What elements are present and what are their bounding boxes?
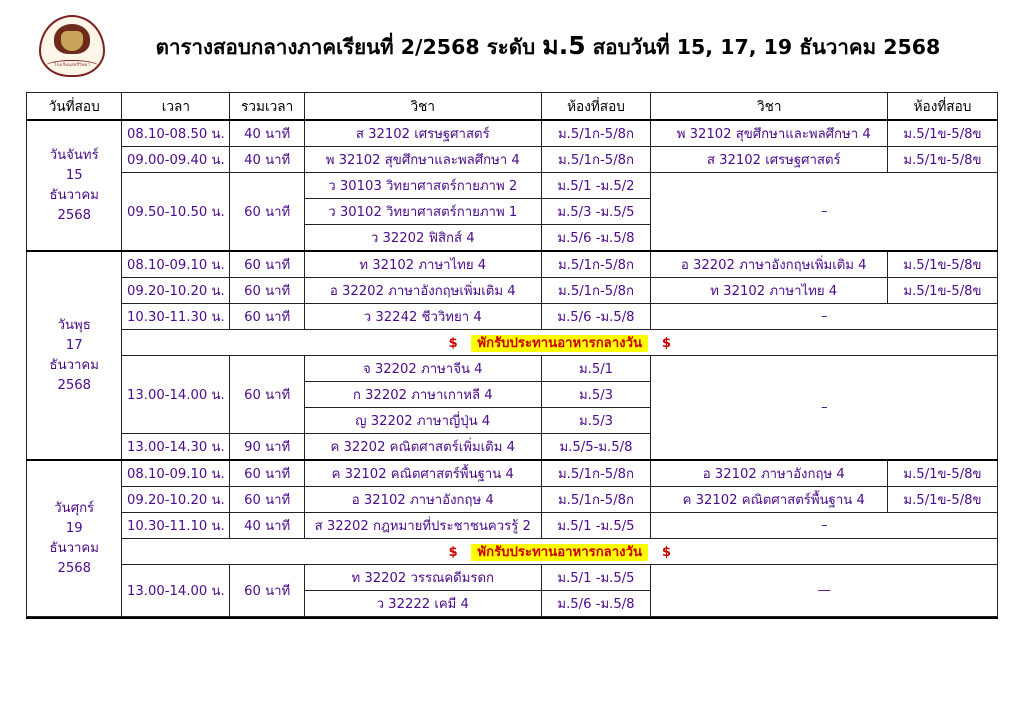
table-row <box>27 173 998 199</box>
room-cell: ม.5/1ก-5/8ก <box>541 147 651 173</box>
col-room-b: ห้องที่สอบ <box>887 93 997 121</box>
date-cell-day2 <box>27 251 122 460</box>
table-row <box>27 147 998 173</box>
room-cell-b: ม.5/1ข-5/8ข <box>887 487 997 513</box>
date-line: 2568 <box>57 377 91 393</box>
duration-cell: 60 นาที <box>230 173 305 252</box>
table-row <box>27 356 998 382</box>
subject-cell-b: – <box>651 513 998 539</box>
subject-cell-b: – <box>651 304 998 330</box>
room-cell: ม.5/5-ม.5/8 <box>541 434 651 461</box>
subject-cell: ว 30103 วิทยาศาสตร์กายภาพ 2 <box>305 173 542 199</box>
subject-cell-b: ค 32102 คณิตศาสตร์พื้นฐาน 4 <box>651 487 888 513</box>
time-cell: 10.30-11.30 น. <box>122 304 230 330</box>
time-cell: 09.50-10.50 น. <box>122 173 230 252</box>
table-row <box>27 565 998 591</box>
room-cell: ม.5/6 -ม.5/8 <box>541 225 651 252</box>
title-tail: สอบวันที่ 15, 17, 19 ธันวาคม 2568 <box>592 35 941 59</box>
subject-cell: ว 32242 ชีววิทยา 4 <box>305 304 542 330</box>
subject-cell-b: – <box>651 356 998 461</box>
lunch-marker-left: $ <box>448 545 458 560</box>
room-cell-b: ม.5/1ข-5/8ข <box>887 147 997 173</box>
room-cell: ม.5/1ก-5/8ก <box>541 278 651 304</box>
bottom-rule <box>26 617 998 619</box>
room-cell: ม.5/1ก-5/8ก <box>541 251 651 278</box>
lunch-label: พักรับประทานอาหารกลางวัน <box>471 335 648 352</box>
duration-cell: 90 นาที <box>230 434 305 461</box>
col-subject-a: วิชา <box>305 93 542 121</box>
date-line: 2568 <box>57 207 91 223</box>
time-cell: 13.00-14.00 น. <box>122 356 230 434</box>
date-line: 19 <box>65 520 83 536</box>
time-cell: 13.00-14.30 น. <box>122 434 230 461</box>
time-cell: 08.10-08.50 น. <box>122 120 230 147</box>
date-line: ธันวาคม <box>49 357 99 373</box>
table-row <box>27 460 998 487</box>
date-line: 15 <box>65 167 83 183</box>
subject-cell: ญ 32202 ภาษาญี่ปุ่น 4 <box>305 408 542 434</box>
date-line: วันศุกร์ <box>54 500 95 516</box>
subject-cell-b: อ 32202 ภาษาอังกฤษเพิ่มเติม 4 <box>651 251 888 278</box>
table-row <box>27 304 998 330</box>
subject-cell: ว 30102 วิทยาศาสตร์กายภาพ 1 <box>305 199 542 225</box>
seal-caption: โรงเรียนสตรีวิทยา <box>54 62 90 67</box>
duration-cell: 60 นาที <box>230 487 305 513</box>
date-cell-day3 <box>27 460 122 617</box>
lunch-break-cell <box>122 539 998 565</box>
lunch-marker-right: $ <box>661 545 671 560</box>
room-cell: ม.5/1 -ม.5/5 <box>541 565 651 591</box>
school-seal-icon <box>34 13 108 79</box>
time-cell: 13.00-14.00 น. <box>122 565 230 617</box>
table-row <box>27 487 998 513</box>
col-subject-b: วิชา <box>651 93 888 121</box>
duration-cell: 60 นาที <box>230 356 305 434</box>
table-row <box>27 513 998 539</box>
table-row <box>27 278 998 304</box>
subject-cell-b: ส 32102 เศรษฐศาสตร์ <box>651 147 888 173</box>
col-room-a: ห้องที่สอบ <box>541 93 651 121</box>
subject-cell: ว 32222 เคมี 4 <box>305 591 542 617</box>
title-main: ตารางสอบกลางภาคเรียนที่ 2/2568 ระดับ <box>155 35 536 59</box>
duration-cell: 40 นาที <box>230 513 305 539</box>
table-row <box>27 120 998 147</box>
subject-cell: ท 32102 ภาษาไทย 4 <box>305 251 542 278</box>
duration-cell: 60 นาที <box>230 304 305 330</box>
duration-cell: 60 นาที <box>230 251 305 278</box>
duration-cell: 40 นาที <box>230 147 305 173</box>
room-cell: ม.5/3 <box>541 382 651 408</box>
room-cell: ม.5/1ก-5/8ก <box>541 120 651 147</box>
table-header-row <box>27 93 998 121</box>
subject-cell: พ 32102 สุขศึกษาและพลศึกษา 4 <box>305 147 542 173</box>
subject-cell-b: — <box>651 565 998 617</box>
subject-cell-b: – <box>651 173 998 252</box>
col-duration: รวมเวลา <box>230 93 305 121</box>
room-cell: ม.5/1ก-5/8ก <box>541 460 651 487</box>
lunch-marker-left: $ <box>448 336 458 351</box>
subject-cell: ก 32202 ภาษาเกาหลี 4 <box>305 382 542 408</box>
subject-cell: อ 32202 ภาษาอังกฤษเพิ่มเติม 4 <box>305 278 542 304</box>
page-title <box>108 26 998 66</box>
date-line: ธันวาคม <box>49 540 99 556</box>
subject-cell: ส 32202 กฎหมายที่ประชาชนควรรู้ 2 <box>305 513 542 539</box>
room-cell-b: ม.5/1ข-5/8ข <box>887 251 997 278</box>
subject-cell-b: อ 32102 ภาษาอังกฤษ 4 <box>651 460 888 487</box>
time-cell: 08.10-09.10 น. <box>122 251 230 278</box>
table-row <box>27 251 998 278</box>
room-cell: ม.5/3 <box>541 408 651 434</box>
room-cell: ม.5/1 -ม.5/5 <box>541 513 651 539</box>
room-cell: ม.5/1 <box>541 356 651 382</box>
lunch-label: พักรับประทานอาหารกลางวัน <box>471 544 648 561</box>
subject-cell: ค 32202 คณิตศาสตร์เพิ่มเติม 4 <box>305 434 542 461</box>
time-cell: 09.20-10.20 น. <box>122 278 230 304</box>
room-cell: ม.5/6 -ม.5/8 <box>541 304 651 330</box>
col-exam-date: วันที่สอบ <box>27 93 122 121</box>
time-cell: 08.10-09.10 น. <box>122 460 230 487</box>
duration-cell: 60 นาที <box>230 278 305 304</box>
room-cell: ม.5/3 -ม.5/5 <box>541 199 651 225</box>
room-cell: ม.5/6 -ม.5/8 <box>541 591 651 617</box>
date-cell-day1 <box>27 120 122 251</box>
subject-cell: จ 32202 ภาษาจีน 4 <box>305 356 542 382</box>
time-cell: 09.00-09.40 น. <box>122 147 230 173</box>
room-cell: ม.5/1ก-5/8ก <box>541 487 651 513</box>
subject-cell: ท 32202 วรรณคดีมรดก <box>305 565 542 591</box>
room-cell-b: ม.5/1ข-5/8ข <box>887 278 997 304</box>
title-level: ม.5 <box>542 31 586 60</box>
subject-cell: ค 32102 คณิตศาสตร์พื้นฐาน 4 <box>305 460 542 487</box>
subject-cell: อ 32102 ภาษาอังกฤษ 4 <box>305 487 542 513</box>
duration-cell: 60 นาที <box>230 460 305 487</box>
date-line: ธันวาคม <box>49 187 99 203</box>
col-time: เวลา <box>122 93 230 121</box>
date-line: วันพุธ <box>57 317 91 333</box>
subject-cell-b: พ 32102 สุขศึกษาและพลศึกษา 4 <box>651 120 888 147</box>
room-cell-b: ม.5/1ข-5/8ข <box>887 460 997 487</box>
lunch-marker-right: $ <box>661 336 671 351</box>
date-line: วันจันทร์ <box>49 147 99 163</box>
exam-schedule-table <box>26 92 998 617</box>
subject-cell: ส 32102 เศรษฐศาสตร์ <box>305 120 542 147</box>
date-line: 17 <box>65 337 83 353</box>
date-line: 2568 <box>57 560 91 576</box>
time-cell: 09.20-10.20 น. <box>122 487 230 513</box>
page-header <box>26 10 998 82</box>
subject-cell-b: ท 32102 ภาษาไทย 4 <box>651 278 888 304</box>
room-cell: ม.5/1 -ม.5/2 <box>541 173 651 199</box>
lunch-break-cell <box>122 330 998 356</box>
room-cell-b: ม.5/1ข-5/8ข <box>887 120 997 147</box>
duration-cell: 40 นาที <box>230 120 305 147</box>
subject-cell: ว 32202 ฟิสิกส์ 4 <box>305 225 542 252</box>
duration-cell: 60 นาที <box>230 565 305 617</box>
time-cell: 10.30-11.10 น. <box>122 513 230 539</box>
lunch-row <box>27 330 998 356</box>
lunch-row <box>27 539 998 565</box>
